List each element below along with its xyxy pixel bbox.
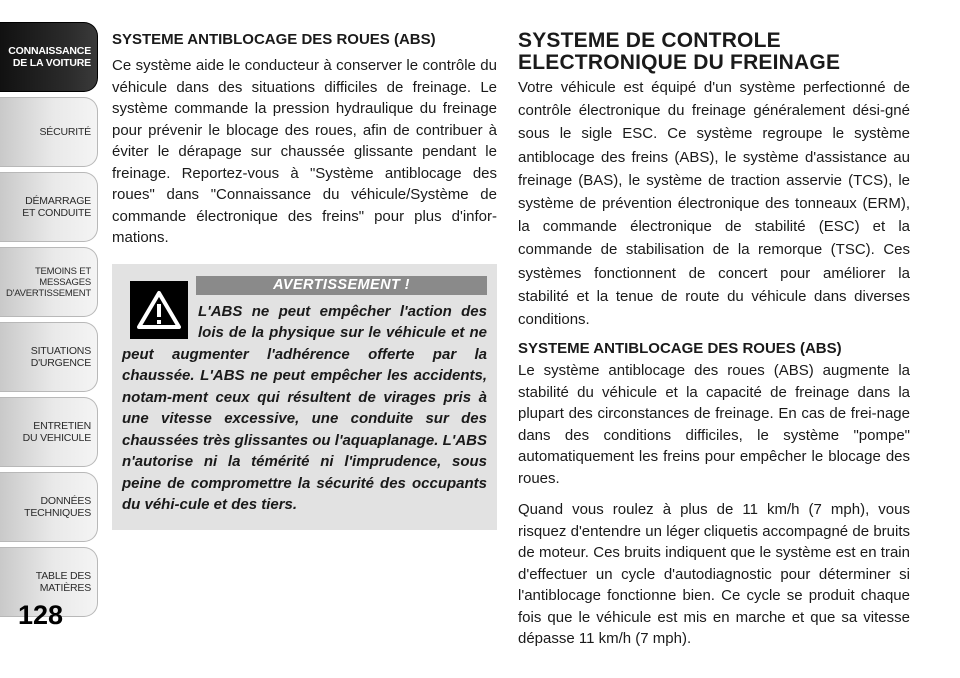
esc-intro: Votre véhicule est équipé d'un système perfectionné de contrôle électronique du freinage généralement dési-gné sous le sigle ESC. Ce système regroupe le système antiblocage des freins (ABS), le système d'assistance au freinage (BAS), le système de traction asservie (TCS), le système de prévention électronique des tonneaux (ERM), la commande électronique de stabilité (ESC) et la commande de stabilisation de la remorque (TSC). Ces systèmes fonctionnent de concert pour améliorer la stabilité et la tenue de route du véhicule dans diverses conditions. — [518, 79, 910, 329]
right-column — [518, 30, 910, 650]
esc-heading: SYSTEME DE CONTROLE ELECTRONIQUE DU FREINAGE — [518, 29, 841, 74]
warning-text: L'ABS ne peut empêcher l'action des lois de la physique sur le véhicule et ne peut augmenter l'adhérence offerte par la chaussée. L'ABS ne peut empêcher les accidents, notam-ment ceux qui résultent de virages pris à une vitesse excessive, une conduite sur des chaussées très glissantes ou l'aquaplanage. L'ABS n'autorise ni la témérité ni l'imprudence, sous peine de compromettre la sécurité des occupants du véhi-cule et des tiers. — [122, 302, 487, 513]
left-column — [112, 30, 497, 530]
tab-securite[interactable]: SÉCURITÉ — [0, 97, 98, 167]
tab-situations-urgence[interactable]: SITUATIONS D'URGENCE — [0, 322, 98, 392]
tab-demarrage-conduite[interactable]: DÉMARRAGE ET CONDUITE — [0, 172, 98, 242]
warning-triangle-icon — [130, 281, 188, 339]
abs-paragraph-1: Le système antiblocage des roues (ABS) augmente la stabilité du véhicule et la capacité de freinage dans la plupart des circonstances de freinage. En cas de frei-nage dans des conditions difficiles, le système "pompe" automatiquement les freins pour empêcher le blocage des roues. — [518, 362, 910, 487]
warning-box — [112, 264, 497, 530]
tab-connaissance-voiture[interactable]: CONNAISSANCE DE LA VOITURE — [0, 22, 98, 92]
abs-paragraph: Ce système aide le conducteur à conserver le contrôle du véhicule dans des situations difficiles de freinage. Le système commande la pression hydraulique du freinage pour prévenir le blocage des roues, afin de contribuer à éviter le dérapage sur chaussée glissante pendant le freinage. Reportez-vous à "Système antiblocage des roues" dans "Connaissance du véhicule/Système de commande électronique des freins" pour plus d'infor-mations. — [112, 57, 497, 246]
warning-title: AVERTISSEMENT ! — [196, 276, 487, 295]
abs-heading: SYSTEME ANTIBLOCAGE DES ROUES (ABS) — [112, 31, 436, 48]
tab-entretien-vehicule[interactable]: ENTRETIEN DU VEHICULE — [0, 397, 98, 467]
abs-subheading: SYSTEME ANTIBLOCAGE DES ROUES (ABS) — [518, 340, 842, 358]
tab-temoins-messages[interactable]: TEMOINS ET MESSAGES D'AVERTISSEMENT — [0, 247, 98, 317]
tab-donnees-techniques[interactable]: DONNÉES TECHNIQUES — [0, 472, 98, 542]
tab-table-matieres[interactable]: TABLE DES MATIÈRES — [0, 547, 98, 617]
abs-paragraph-2: Quand vous roulez à plus de 11 km/h (7 mph), vous risquez d'entendre un léger cliquetis accompagné de bruits de moteur. Ces bruits indiquent que le système est en train d'effectuer un cycle d'autodiagnostic pour déterminer si l'antiblocage fonctionne bien. Ce cycle se produit chaque fois que le véhicule est mis en marche et que sa vitesse dépasse 11 km/h (7 mph). — [518, 501, 910, 648]
page-number: 128 — [18, 600, 64, 630]
